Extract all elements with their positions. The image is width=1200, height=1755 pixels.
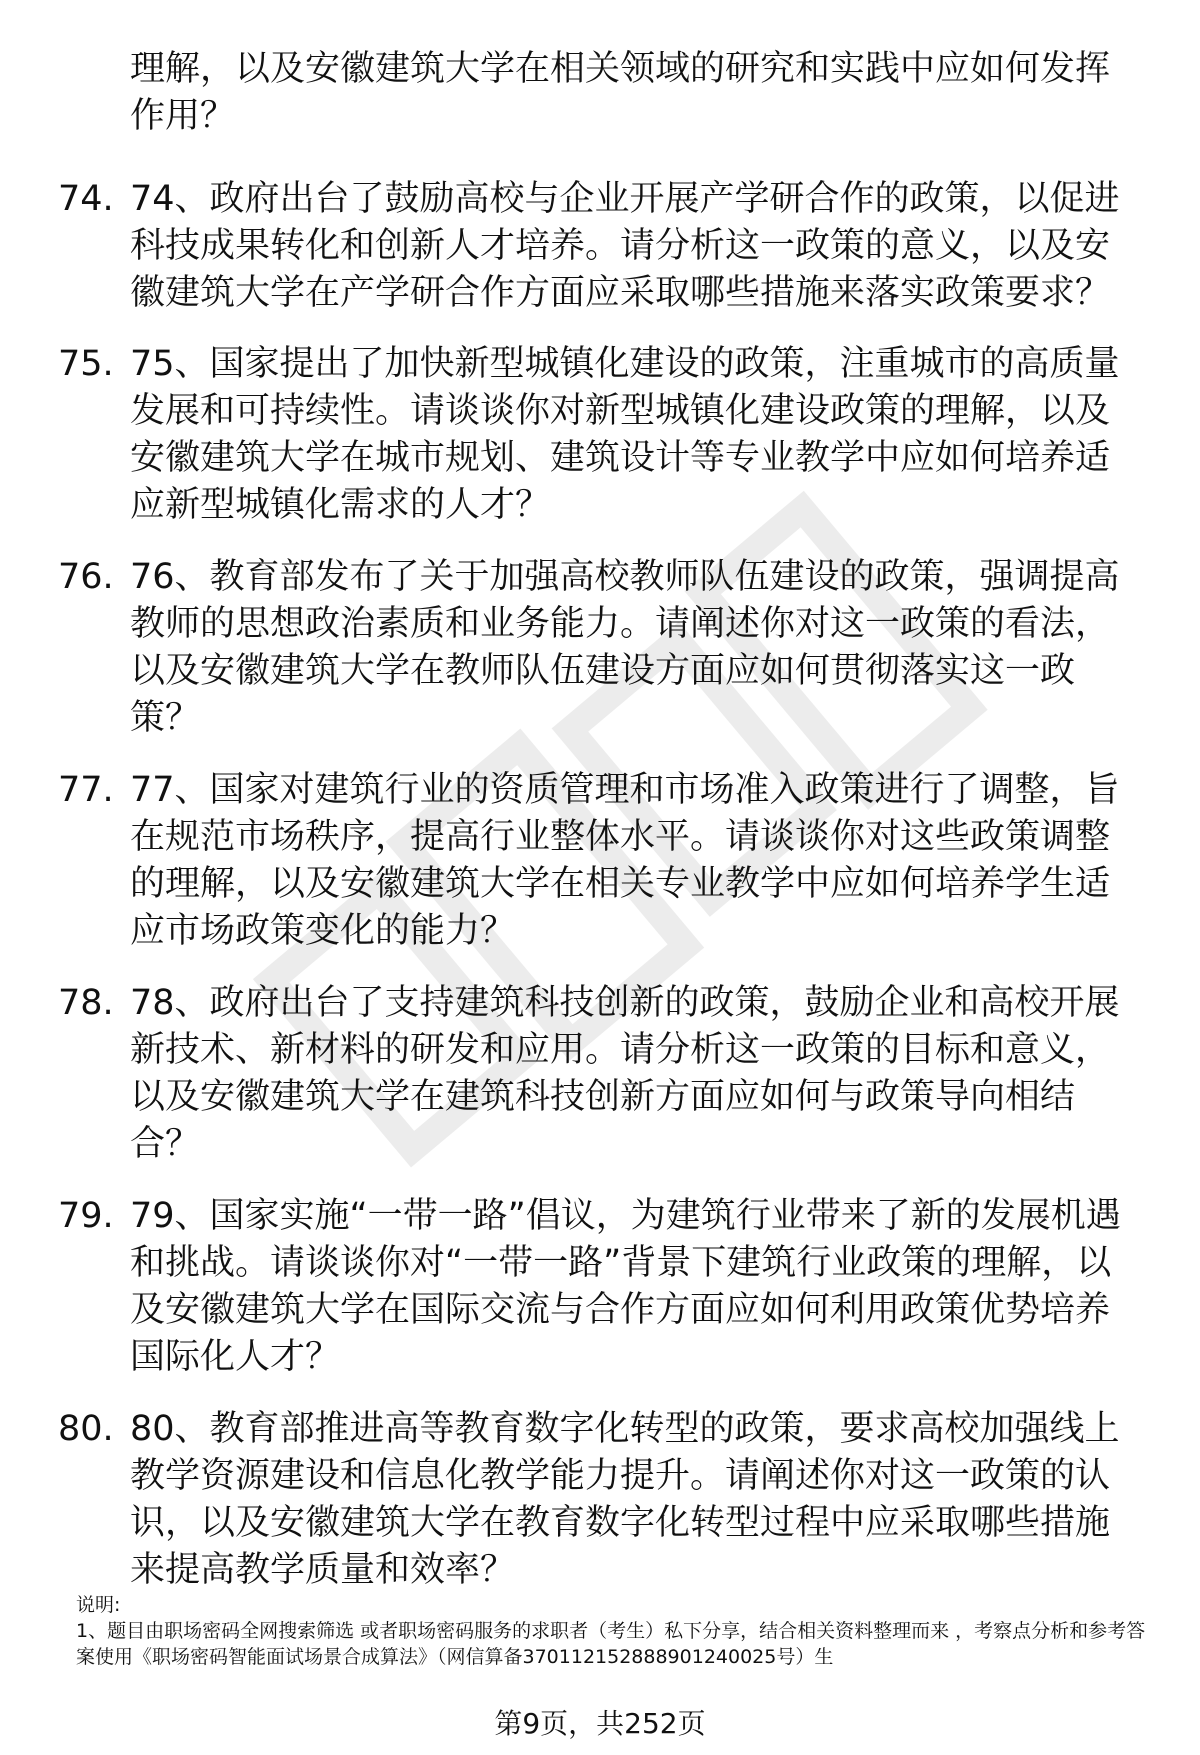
question-text: 76、教育部发布了关于加强高校教师队伍建设的政策，强调提高教师的思想政治素质和业务能力。请阐述你对这一政策的看法，以及安徽建筑大学在教师队伍建设方面应如何贯彻落实这一政策？ bbox=[130, 557, 1120, 738]
footnote-line: 1、题目由职场密码全网搜索筛选 或者职场密码服务的求职者（考生）私下分享，结合相关资料整理而来 ，考察点分析和参考答案使用《职场密码智能面试场景合成算法》（网信算备370112152888901240025号）生 bbox=[76, 1620, 1146, 1668]
question-number: 76. bbox=[58, 557, 114, 597]
footnote-section bbox=[76, 1592, 1146, 1670]
footnote-heading: 说明: bbox=[76, 1594, 121, 1616]
question-number: 80. bbox=[58, 1409, 114, 1449]
question-number: 78. bbox=[58, 983, 114, 1023]
question-number: 79. bbox=[58, 1196, 114, 1236]
question-text: 74、政府出台了鼓励高校与企业开展产学研合作的政策，以促进科技成果转化和创新人才培养。请分析这一政策的意义，以及安徽建筑大学在产学研合作方面应采取哪些措施来落实政策要求？ bbox=[130, 179, 1120, 313]
page-number: 第9页，共252页 bbox=[494, 1707, 706, 1740]
continuation-text: 理解，以及安徽建筑大学在相关领域的研究和实践中应如何发挥作用？ bbox=[130, 49, 1111, 136]
question-number: 75. bbox=[58, 344, 114, 384]
question-number: 74. bbox=[58, 179, 114, 219]
question-text: 77、国家对建筑行业的资质管理和市场准入政策进行了调整，旨在规范市场秩序，提高行业整体水平。请谈谈你对这些政策调整的理解，以及安徽建筑大学在相关专业教学中应如何培养学生适应市场政策变化的能力？ bbox=[130, 770, 1120, 951]
question-text: 78、政府出台了支持建筑科技创新的政策，鼓励企业和高校开展新技术、新材料的研发和应用。请分析这一政策的目标和意义，以及安徽建筑大学在建筑科技创新方面应如何与政策导向相结合？ bbox=[130, 983, 1120, 1164]
question-text: 75、国家提出了加快新型城镇化建设的政策，注重城市的高质量发展和可持续性。请谈谈你对新型城镇化建设政策的理解，以及安徽建筑大学在城市规划、建筑设计等专业教学中应如何培养适应新型城镇化需求的人才？ bbox=[130, 344, 1120, 525]
question-text: 80、教育部推进高等教育数字化转型的政策，要求高校加强线上教学资源建设和信息化教学能力提升。请阐述你对这一政策的认识，以及安徽建筑大学在教育数字化转型过程中应采取哪些措施来提高教学质量和效率？ bbox=[130, 1409, 1120, 1590]
question-text: 79、国家实施“一带一路”倡议，为建筑行业带来了新的发展机遇和挑战。请谈谈你对“一带一路”背景下建筑行业政策的理解，以及安徽建筑大学在国际交流与合作方面应如何利用政策优势培养国际化人才？ bbox=[130, 1196, 1121, 1377]
question-number: 77. bbox=[58, 770, 114, 810]
